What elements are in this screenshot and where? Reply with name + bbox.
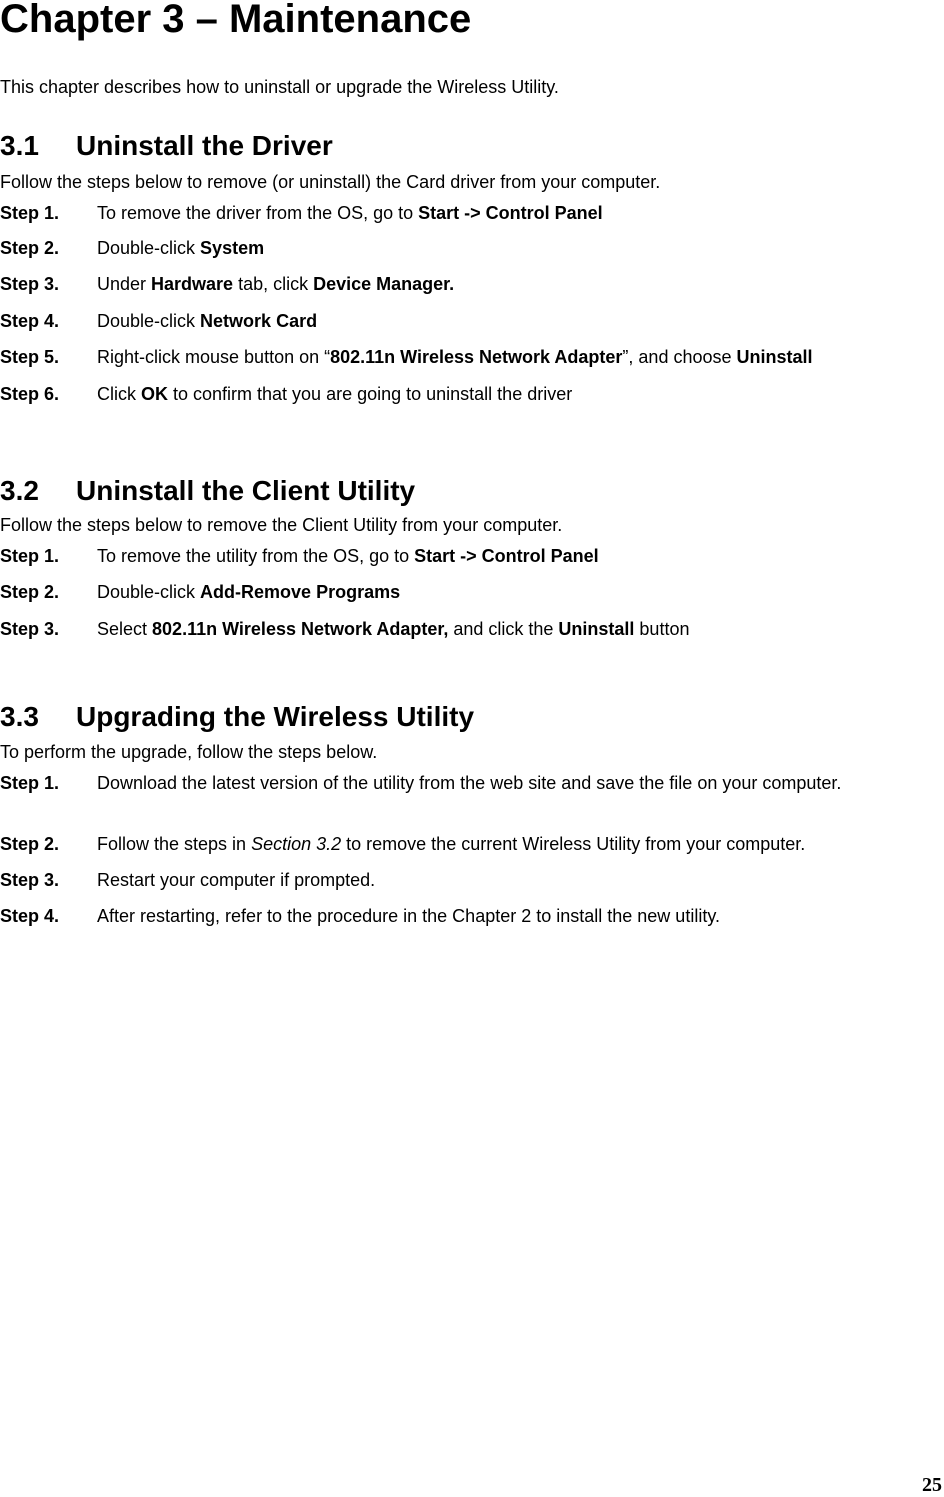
step-text-part: button (634, 619, 690, 639)
step-text-part: Under (97, 274, 152, 294)
step-label: Step 3. (0, 870, 60, 890)
step-text (97, 581, 927, 603)
step-text-part: To remove the utility from the OS, go to (97, 546, 415, 566)
step-text-part: Select (97, 619, 153, 639)
section-intro: Follow the steps below to remove (or uninstall) the Card driver from your computer. (0, 172, 661, 192)
step-text-part: After restarting, refer to the procedure in the Chapter 2 to install the new utility. (97, 906, 720, 926)
step-label: Step 2. (0, 834, 60, 854)
step-text-part: To remove the driver from the OS, go to (97, 203, 419, 223)
step-label: Step 3. (0, 619, 60, 639)
step-text-part: Click (97, 384, 141, 404)
step-text-part: Double-click (97, 238, 201, 258)
chapter-title: Chapter 3 – Maintenance (0, 0, 472, 41)
step-text-part: Double-click (97, 311, 201, 331)
section-title: Upgrading the Wireless Utility (76, 701, 475, 732)
step-text-part: to confirm that you are going to uninstall the driver (168, 384, 573, 404)
step-text-part: Download the latest version of the utility from the web site and save the file on your computer. (97, 773, 842, 793)
step-text (97, 618, 927, 640)
step-text (97, 869, 927, 891)
step-text-part: to remove the current Wireless Utility from your computer. (341, 834, 806, 854)
step-text-bold: OK (141, 384, 168, 404)
step-label: Step 1. (0, 203, 60, 223)
step-text-bold: 802.11n Wireless Network Adapter, (152, 619, 449, 639)
step-text (97, 273, 927, 295)
step-text (97, 545, 927, 567)
step-text-part: Double-click (97, 582, 201, 602)
step-text-part: Restart your computer if prompted. (97, 870, 376, 890)
step-label: Step 6. (0, 384, 60, 404)
step-text (97, 202, 927, 224)
step-label: Step 4. (0, 906, 60, 926)
section-heading (0, 475, 415, 507)
section-number: 3.2 (0, 475, 39, 506)
step-label: Step 2. (0, 238, 60, 258)
step-text-bold: Uninstall (558, 619, 635, 639)
step-text-bold: Start -> Control Panel (418, 203, 603, 223)
step-text-bold: System (200, 238, 265, 258)
section-title: Uninstall the Driver (76, 130, 333, 161)
step-text-bold: Device Manager. (313, 274, 455, 294)
step-text-part: Right-click mouse button on “ (97, 347, 331, 367)
step-text (97, 383, 927, 405)
step-text-bold: Add-Remove Programs (200, 582, 401, 602)
step-text-bold: 802.11n Wireless Network Adapter (330, 347, 623, 367)
step-text-bold: Uninstall (736, 347, 813, 367)
section-intro: Follow the steps below to remove the Client Utility from your computer. (0, 515, 563, 535)
step-label: Step 5. (0, 347, 60, 367)
section-number: 3.1 (0, 130, 39, 161)
step-label: Step 4. (0, 311, 60, 331)
section-heading (0, 130, 333, 162)
step-label: Step 1. (0, 546, 60, 566)
section-title: Uninstall the Client Utility (76, 475, 416, 506)
step-text (97, 905, 927, 927)
step-text (97, 833, 927, 855)
step-text-bold: Network Card (200, 311, 318, 331)
chapter-intro: This chapter describes how to uninstall or upgrade the Wireless Utility. (0, 77, 559, 97)
step-text (97, 237, 927, 259)
step-label: Step 1. (0, 773, 60, 793)
step-text-part: and click the (448, 619, 559, 639)
section-number: 3.3 (0, 701, 39, 732)
step-label: Step 3. (0, 274, 60, 294)
step-text-bold: Hardware (151, 274, 234, 294)
step-text-bold: Start -> Control Panel (414, 546, 599, 566)
step-text-italic: Section 3.2 (251, 834, 342, 854)
step-label: Step 2. (0, 582, 60, 602)
step-text (97, 310, 927, 332)
step-text (97, 772, 927, 794)
section-heading (0, 701, 474, 733)
section-intro: To perform the upgrade, follow the steps below. (0, 742, 378, 762)
page-number: 25 (922, 1474, 942, 1496)
step-text-part: ”, and choose (622, 347, 737, 367)
step-text-part: Follow the steps in (97, 834, 252, 854)
step-text-part: tab, click (233, 274, 314, 294)
step-text (97, 346, 927, 368)
